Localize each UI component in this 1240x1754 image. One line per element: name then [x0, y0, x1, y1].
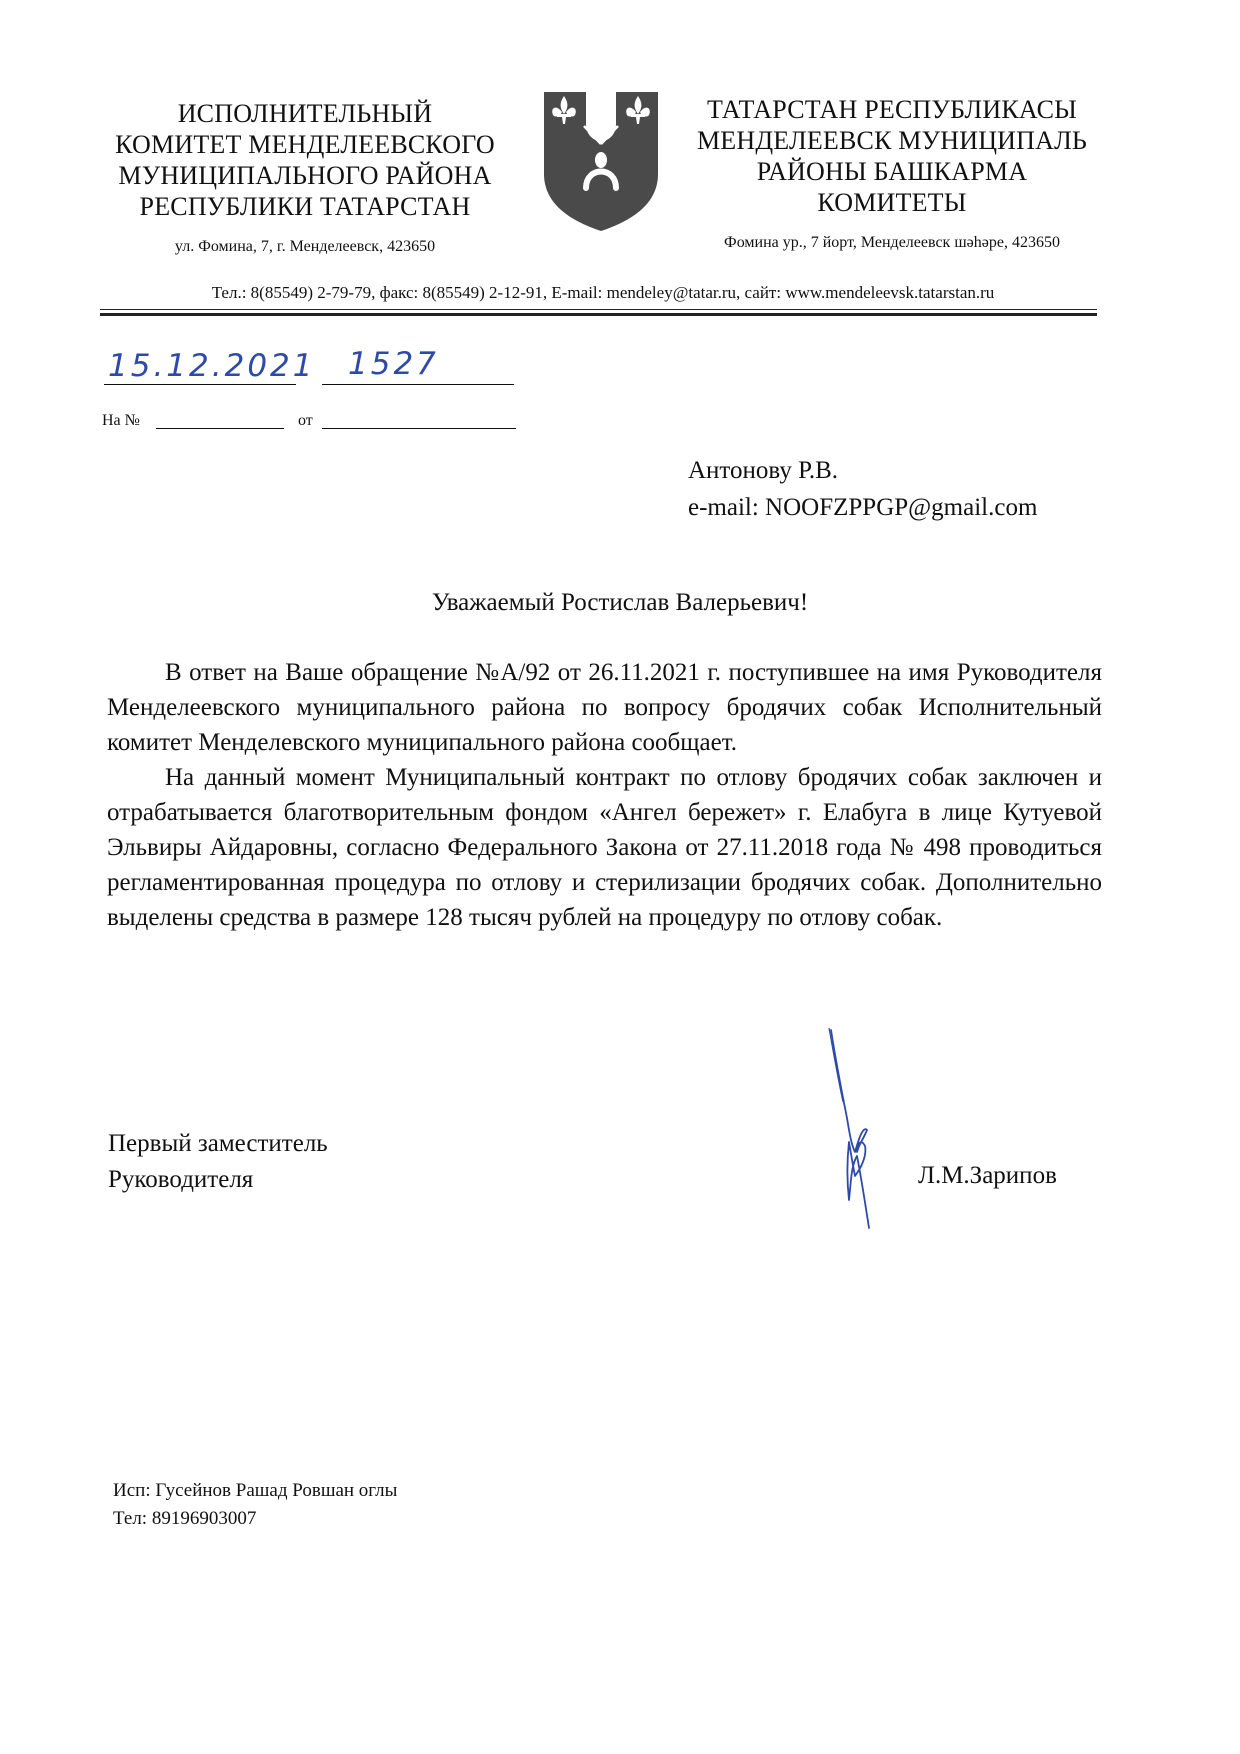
ref-from-label: от: [298, 412, 313, 429]
header-divider-thin: [100, 309, 1097, 310]
header-right-line-2: МЕНДЕЛЕЕВСК МУНИЦИПАЛЬ: [696, 126, 1088, 155]
signatory-title-line-1: Первый заместитель: [108, 1130, 328, 1157]
header-left-line-2: КОМИТЕТ МЕНДЕЛЕЕВСКОГО: [115, 130, 495, 159]
executor-name: Исп: Гусейнов Рашад Ровшан оглы: [113, 1480, 398, 1501]
greeting: Уважаемый Ростислав Валерьевич!: [431, 589, 809, 616]
recipient-email: e-mail: NOOFZPPGP@gmail.com: [688, 494, 1038, 521]
registration-date: 15.12.2021: [108, 348, 316, 384]
header-left-line-3: МУНИЦИПАЛЬНОГО РАЙОНА: [118, 161, 492, 190]
signatory-title-line-2: Руководителя: [108, 1166, 254, 1193]
recipient-name: Антонову Р.В.: [688, 457, 839, 484]
executor-phone: Тел: 89196903007: [113, 1508, 257, 1529]
ref-number-label: На №: [102, 412, 140, 429]
recipient-block: [688, 452, 1037, 526]
header-left-line-1: ИСПОЛНИТЕЛЬНЫЙ: [177, 99, 433, 128]
date-underline: [104, 384, 296, 385]
header-left-address: ул. Фомина, 7, г. Менделеевск, 423650: [174, 238, 436, 255]
coat-of-arms-svg: [540, 88, 662, 234]
number-underline: [322, 384, 514, 385]
body-paragraph-1: В ответ на Ваше обращение №А/92 от 26.11.2021 г. поступившее на имя Руководителя Менделеевского муниципального района по вопросу бродячих собак Исполнительный комитет Менделевского муниципального района сообщает.: [107, 659, 1102, 756]
header-divider-thick: [100, 313, 1097, 316]
header-right-org: [672, 94, 1112, 218]
ref-from-line: [322, 428, 516, 429]
body-paragraph-2: На данный момент Муниципальный контракт по отлову бродячих собак заключен и отрабатывается благотворительным фондом «Ангел бережет» г. Елабуга в лице Кутуевой Эльвиры Айдаровны, согласно Федерального Закона от 27.11.2018 года № 498 проводиться регламентированная процедура по отлову и стерилизации бродячих собак. Дополнительно выделены средства в размере 128 тысяч рублей на процедуру по отлову собак.: [107, 764, 1102, 931]
header-right-line-3: РАЙОНЫ БАШКАРМА: [756, 157, 1028, 186]
header-right-address: Фомина ур., 7 йорт, Менделеевск шәһәре, 423650: [724, 234, 1060, 251]
header-left-org: [80, 98, 530, 222]
header-right-line-4: КОМИТЕТЫ: [817, 188, 967, 217]
header-contacts: Тел.: 8(85549) 2-79-79, факс: 8(85549) 2-12-91, E-mail: mendeley@tatar.ru, сайт: www.mendeleevsk.tatarstan.ru: [211, 283, 995, 302]
coat-of-arms-icon: [540, 88, 662, 234]
ref-number-line: [156, 428, 284, 429]
signatory-name: Л.М.Зарипов: [918, 1162, 1057, 1189]
header-right-line-1: ТАТАРСТАН РЕСПУБЛИКАСЫ: [707, 95, 1077, 124]
header-left-line-4: РЕСПУБЛИКИ ТАТАРСТАН: [139, 192, 471, 221]
signatory-title: [108, 1126, 328, 1198]
signature-svg: [815, 1026, 905, 1236]
handwritten-signature-icon: [815, 1026, 905, 1236]
letter-body: [107, 655, 1102, 935]
registration-number: 1527: [348, 346, 439, 382]
executor-block: [113, 1477, 397, 1533]
